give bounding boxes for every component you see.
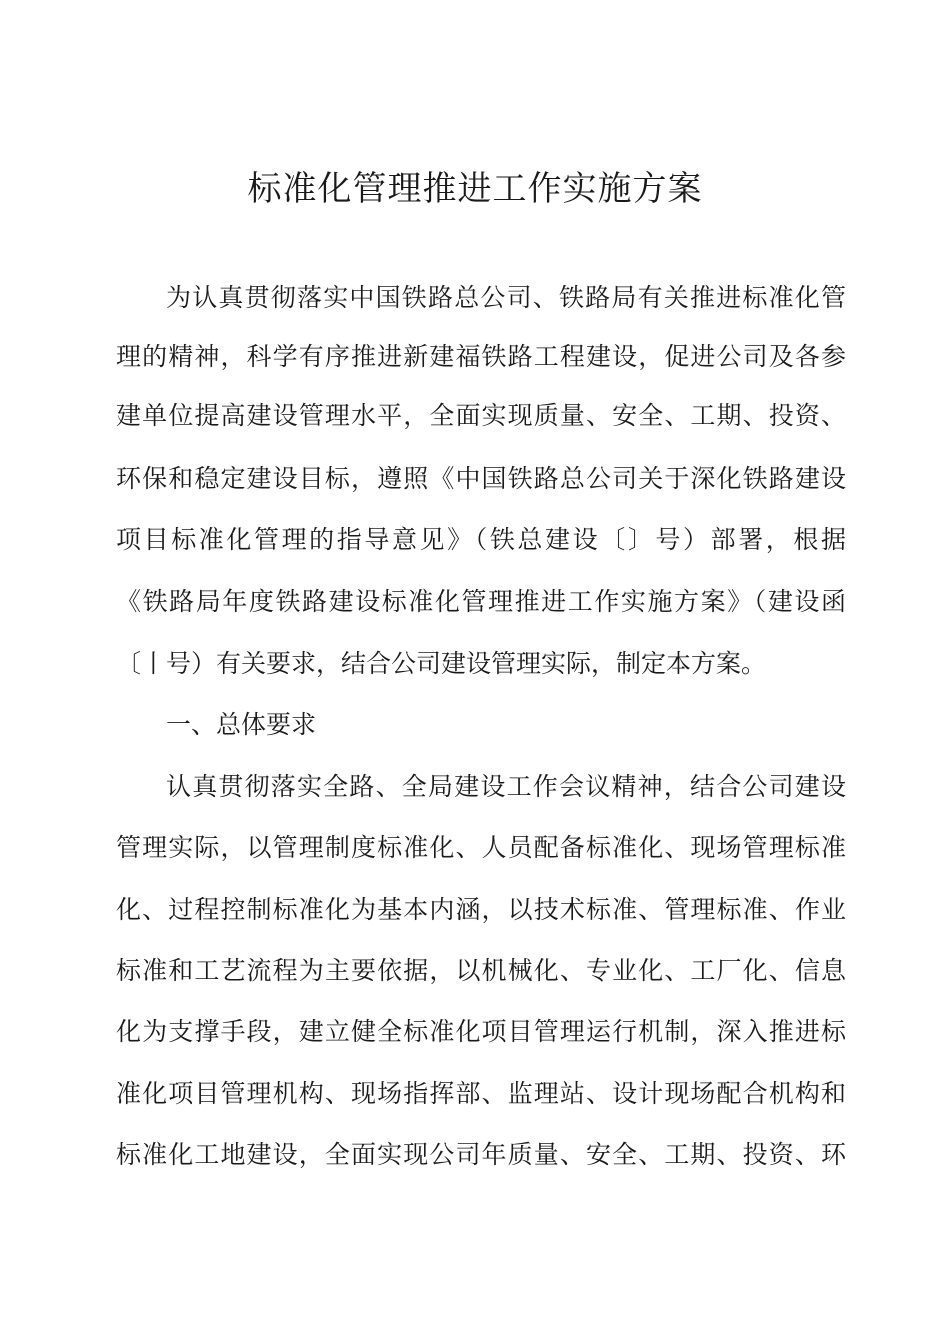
paragraph-line: 认真贯彻落实全路、全局建设工作会议精神，结合公司建设 bbox=[166, 772, 846, 801]
paragraph-line: 化为支撑手段，建立健全标准化项目管理运行机制，深入推进标 bbox=[116, 1017, 846, 1046]
paragraph-line: 标准化工地建设，全面实现公司年质量、安全、工期、投资、环 bbox=[116, 1140, 846, 1169]
paragraph-line: 标准和工艺流程为主要依据，以机械化、专业化、工厂化、信息 bbox=[116, 956, 846, 985]
paragraph-line: 项目标准化管理的指导意见》（铁总建设〔〕号）部署，根据 bbox=[116, 525, 846, 554]
paragraph-line: 《铁路局年度铁路建设标准化管理推进工作实施方案》（建设函 bbox=[116, 587, 846, 616]
paragraph-line: 化、过程控制标准化为基本内涵，以技术标准、管理标准、作业 bbox=[116, 895, 846, 924]
paragraph-line: 管理实际，以管理制度标准化、人员配备标准化、现场管理标准 bbox=[116, 833, 846, 862]
paragraph-line: 〔丨号）有关要求，结合公司建设管理实际，制定本方案。 bbox=[116, 649, 767, 678]
paragraph-line: 建单位提高建设管理水平，全面实现质量、安全、工期、投资、 bbox=[116, 401, 846, 430]
paragraph-line: 理的精神，科学有序推进新建福铁路工程建设，促进公司及各参 bbox=[116, 342, 846, 371]
section-heading: 一、总体要求 bbox=[166, 710, 317, 739]
paragraph-line: 准化项目管理机构、现场指挥部、监理站、设计现场配合机构和 bbox=[116, 1079, 846, 1108]
paragraph-line: 为认真贯彻落实中国铁路总公司、铁路局有关推进标准化管 bbox=[166, 283, 846, 312]
document-title: 标准化管理推进工作实施方案 bbox=[247, 169, 703, 209]
paragraph-line: 环保和稳定建设目标，遵照《中国铁路总公司关于深化铁路建设 bbox=[116, 464, 846, 493]
